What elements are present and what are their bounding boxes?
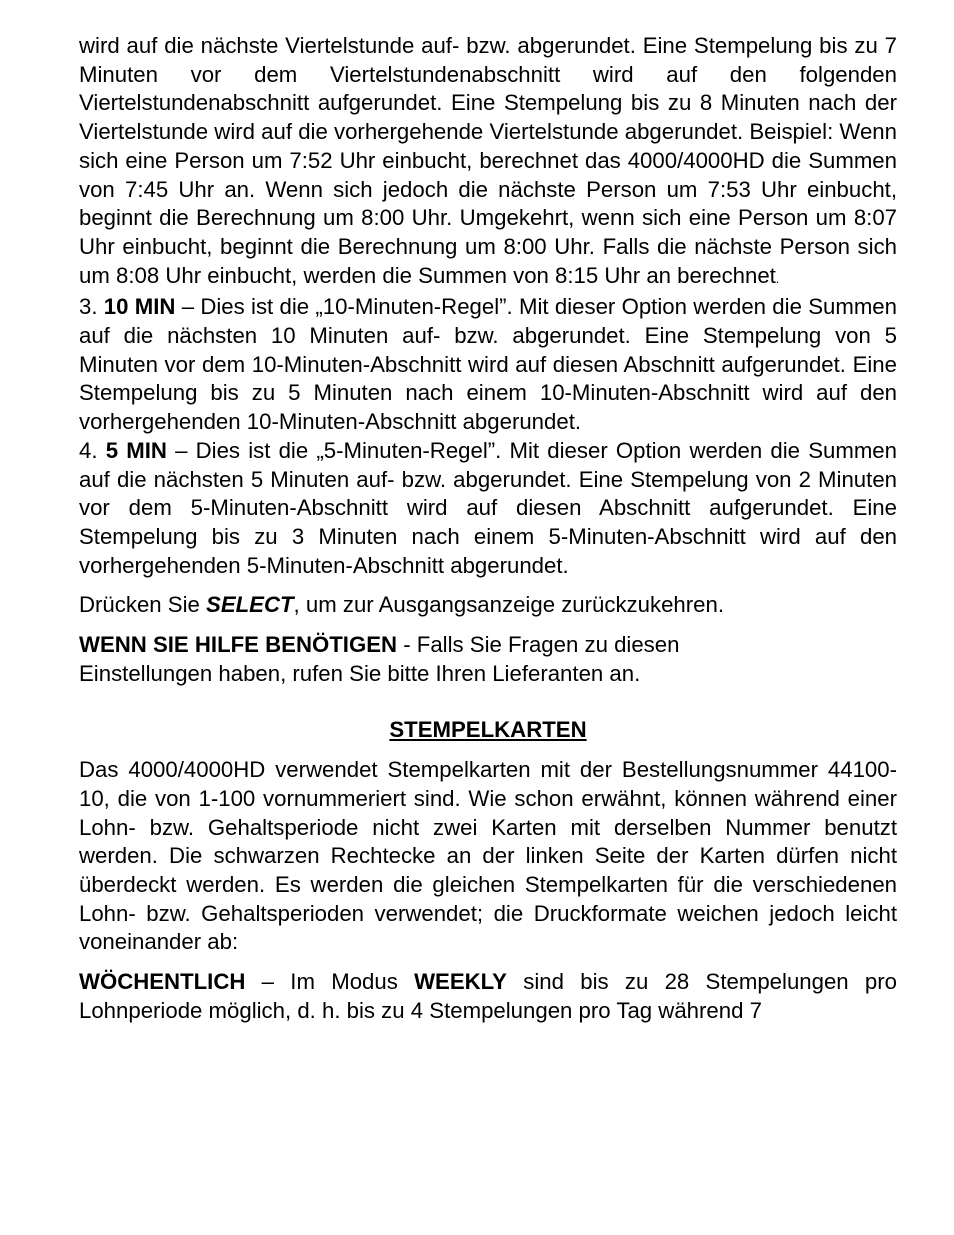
cards-paragraph: Das 4000/4000HD verwendet Stempelkarten mit der Bestellungsnummer 44100-10, die von 1-100 vornummeriert sind. Wie schon erwähnt, können während einer Lohn- bzw. Gehaltsperiode nicht zwei Karten mit derselben Nummer benutzt werden. Die schwarzen Rechtecke an der linken Seite der Karten dürfen nicht überdeckt werden. Es werden die gleichen Stempelkarten für die verschiedenen Lohn- bzw. Gehaltsperioden verwendet; die Druckformate weichen jedoch leicht voneinander ab: <box>79 757 897 955</box>
weekly-mode: WEEKLY <box>414 969 507 995</box>
option-5-min <box>79 437 897 581</box>
option-5-text: – Dies ist die „5-Minuten-Regel”. Mit dieser Option werden die Summen auf die nächsten 5 Minuten auf- bzw. abgerundet. Eine Stempelung von 2 Minuten vor dem 5-Minuten-Abschnitt wird auf diesen Abschnitt aufgerundet. Eine Stempelung bis zu 3 Minuten nach einem 5-Minuten-Abschnitt wird auf den vorhergehenden 5-Minuten-Abschnitt abgerundet. <box>79 437 897 578</box>
option-5-number: 4. <box>79 437 106 463</box>
weekly-dash: – Im Modus <box>245 969 415 995</box>
option-10-label: 10 MIN <box>103 294 176 320</box>
rounding-text: wird auf die nächste Viertelstunde auf- bzw. abgerundet. Eine Stempelung bis zu 7 Minuten vor dem Viertelstundenabschnitt wird auf den folgenden Viertelstundenabschnitt aufgerundet. Eine Stempelung bis zu 8 Minuten nach der Viertelstunde wird auf die vorhergehende Viertelstunde abgerundet. Beispiel: Wenn sich eine Person um 7:52 Uhr einbucht, berechnet das 4000/4000HD die Summen von 7:45 Uhr an. Wenn sich jedoch die nächste Person um 7:53 Uhr einbucht, beginnt die Berechnung um 8:00 Uhr. Umgekehrt, wenn sich eine Person um 8:07 Uhr einbucht, beginnt die Berechnung um 8:00 Uhr. Falls die nächste Person sich um 8:08 Uhr einbucht, werden die Summen von 8:15 Uhr an berechnet <box>79 33 897 288</box>
weekly-label: WÖCHENTLICH <box>79 969 246 995</box>
rounding-paragraph <box>79 32 897 293</box>
weekly-paragraph <box>79 968 897 1025</box>
option-5-label: 5 MIN <box>105 437 167 463</box>
document-page <box>79 32 897 1026</box>
help-paragraph <box>79 631 897 688</box>
option-10-text: – Dies ist die „10-Minuten-Regel”. Mit dieser Option werden die Summen auf die nächsten 10 Minuten auf- bzw. abgerundet. Eine Stempelung von 5 Minuten vor dem 10-Minuten-Abschnitt wird auf diesen Abschnitt aufgerundet. Eine Stempelung bis zu 5 Minuten nach einem 10-Minuten-Abschnitt wird auf den vorhergehenden 10-Minuten-Abschnitt abgerundet. <box>79 294 897 435</box>
weekly-text: sind bis zu 28 Stempelungen pro Lohnperiode möglich, d. h. bis zu 4 Stempelungen pro Tag während 7 <box>79 969 897 1023</box>
section-heading: STEMPELKARTEN <box>389 717 587 743</box>
help-line1: - Falls Sie Fragen zu diesen <box>397 632 680 658</box>
option-10-min <box>79 293 897 437</box>
rounding-period: . <box>775 271 780 286</box>
help-label: WENN SIE HILFE BENÖTIGEN <box>79 632 398 658</box>
select-key: SELECT <box>206 592 294 618</box>
option-10-number: 3. <box>79 294 104 320</box>
select-instruction <box>79 591 897 620</box>
help-line2: Einstellungen haben, rufen Sie bitte Ihren Lieferanten an. <box>79 660 641 686</box>
select-after: , um zur Ausgangsanzeige zurückzukehren. <box>293 592 724 618</box>
select-before: Drücken Sie <box>79 592 207 618</box>
